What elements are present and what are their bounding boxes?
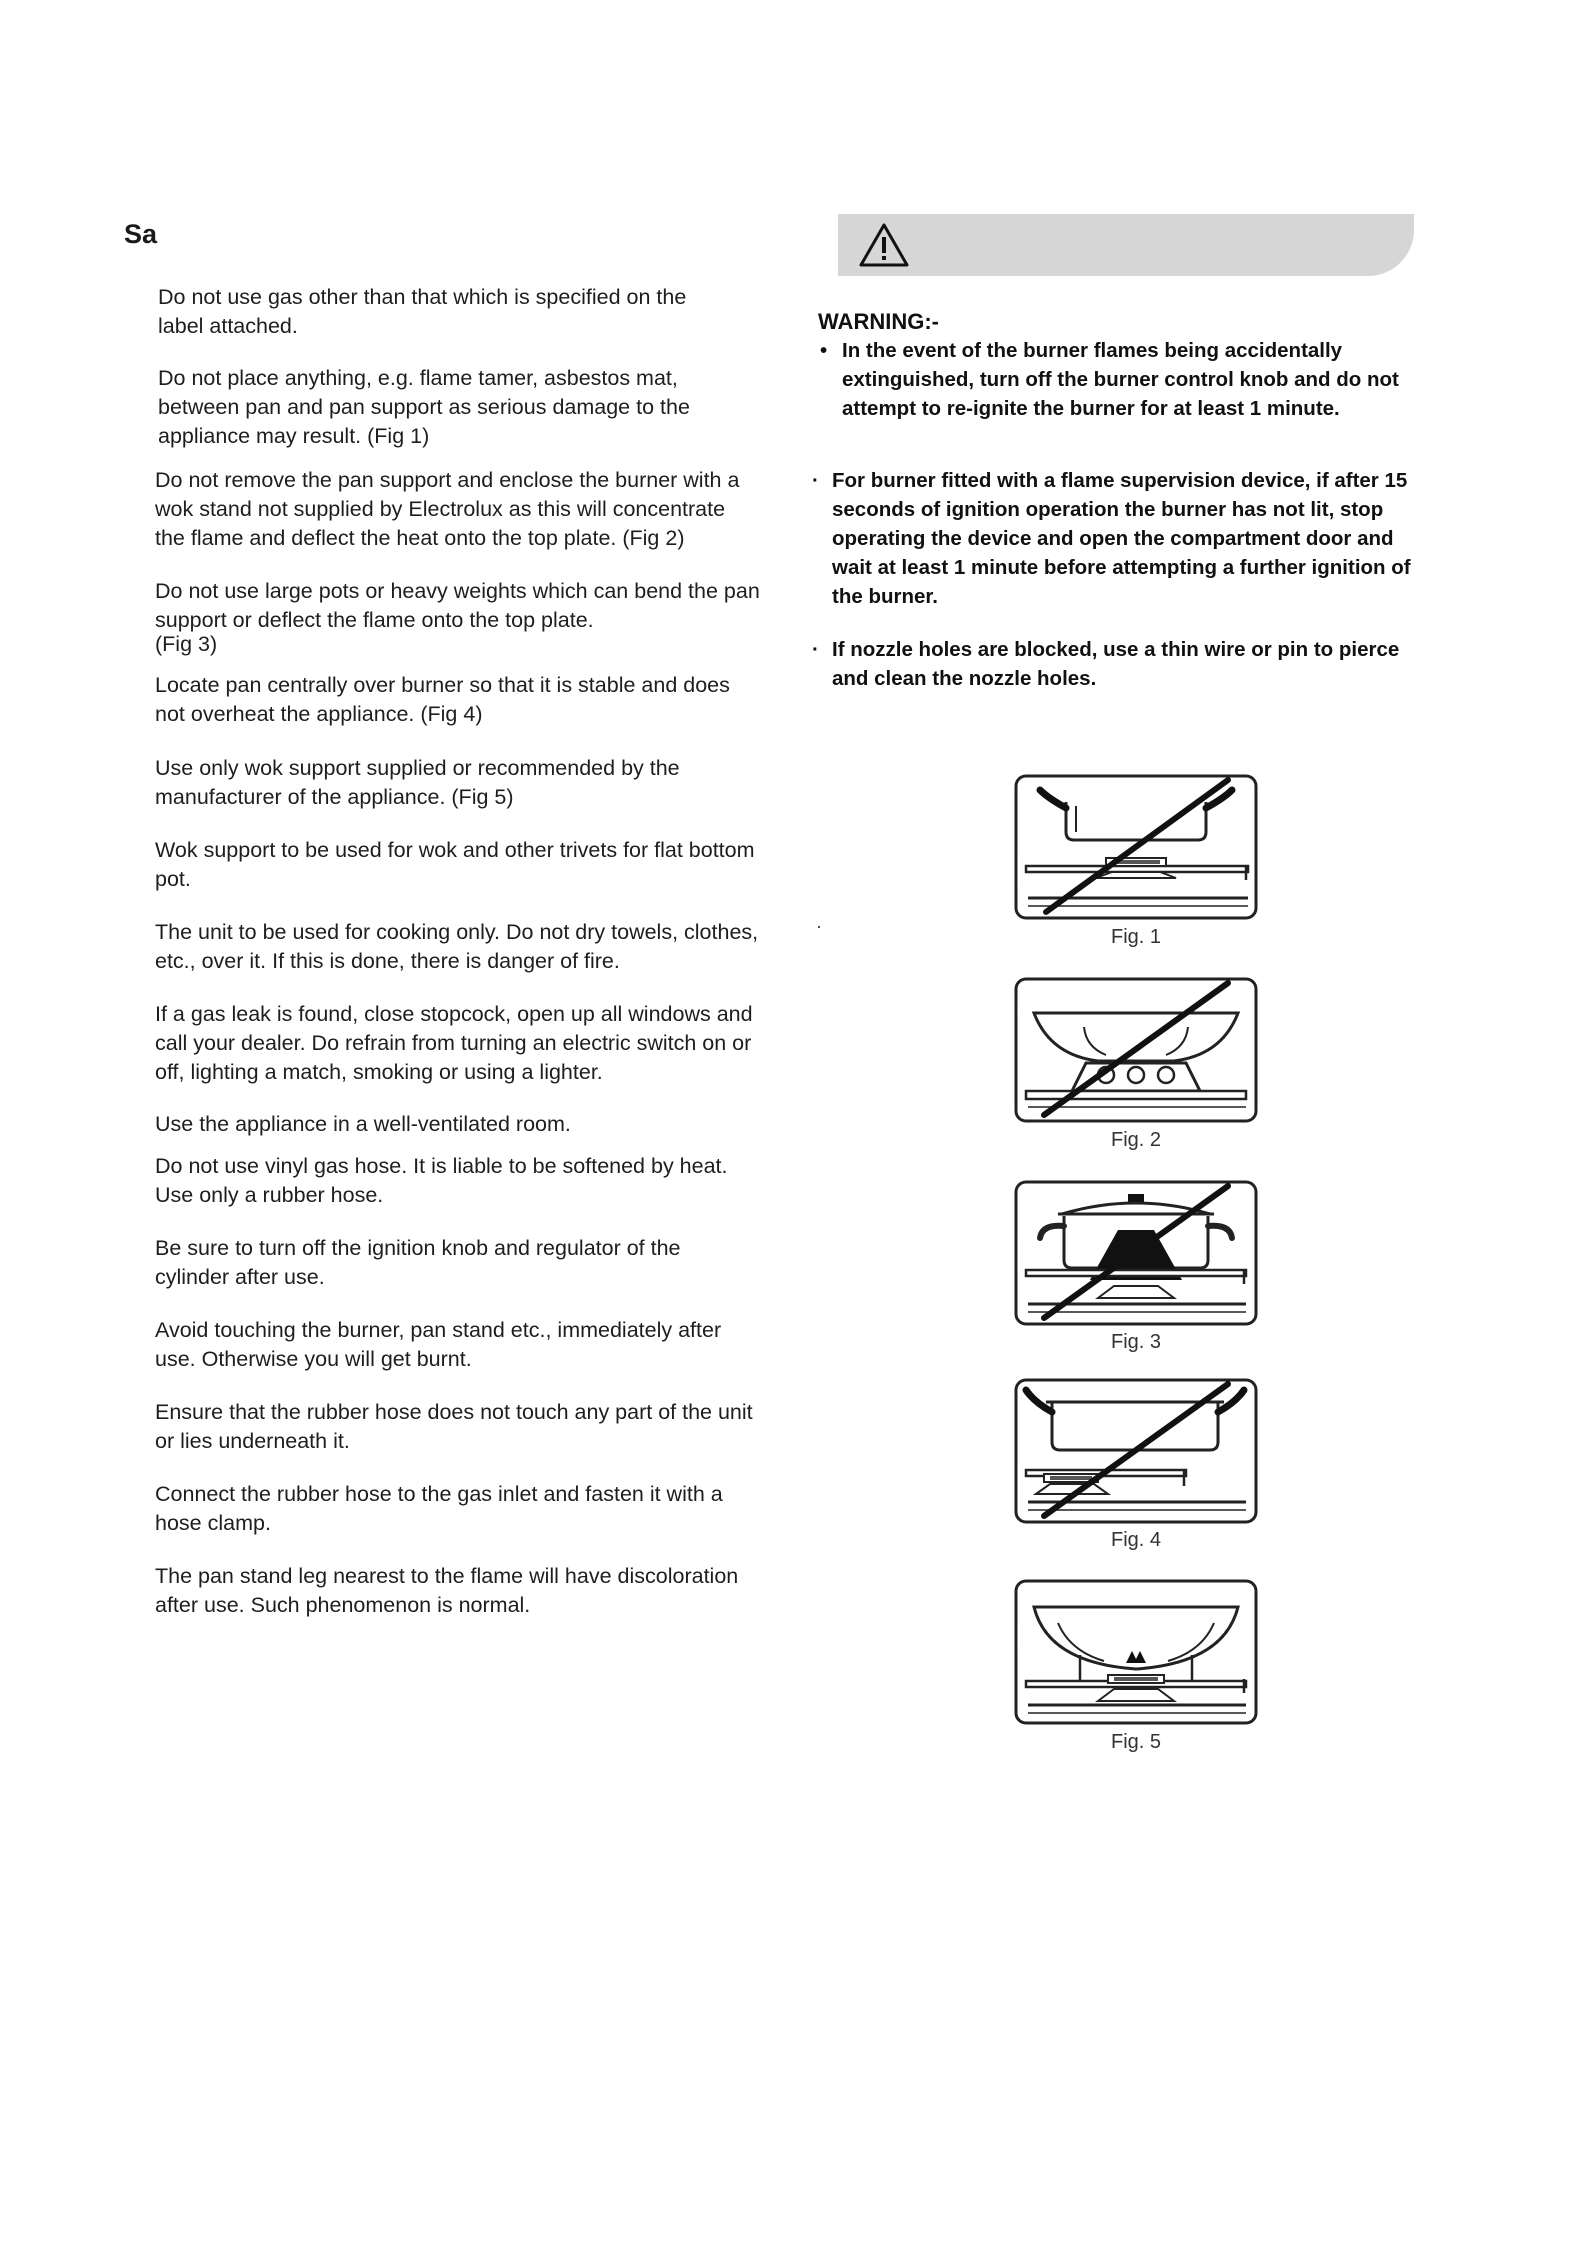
warning-title: WARNING:- <box>818 309 939 334</box>
instruction-paragraph: Be sure to turn off the ignition knob and regulator of the cylinder after use. <box>155 1236 681 1289</box>
figure-1 <box>1014 774 1258 920</box>
figure-1-label: Fig. 1 <box>1110 926 1162 948</box>
instruction-paragraph: Avoid touching the burner, pan stand etc., immediately after use. Otherwise you will get burnt. <box>155 1318 722 1371</box>
instruction-paragraph: The pan stand leg nearest to the flame will have discoloration after use. Such phenomenon is normal. <box>155 1564 739 1617</box>
instruction-paragraph: Use only wok support supplied or recommended by the manufacturer of the appliance. (Fig 5) <box>155 756 680 809</box>
section-heading: Sa <box>124 219 158 249</box>
figure-4 <box>1014 1378 1258 1524</box>
figure-3-label: Fig. 3 <box>1110 1331 1162 1353</box>
instruction-paragraph: Do not use large pots or heavy weights which can bend the pan support or deflect the flame onto the top plate. (Fig 3) <box>155 579 760 656</box>
stray-mark: · <box>816 916 822 936</box>
warning-bullet: · For burner fitted with a flame supervision device, if after 15 seconds of ignition operation the burner has not lit, stop operating the device and open the compartment door and wait at least 1 minute before attempting a further ignition of the burner. <box>812 466 1432 611</box>
instruction-paragraph: Wok support to be used for wok and other trivets for flat bottom pot. <box>155 838 755 891</box>
bullet-marker: · <box>812 469 819 492</box>
off-centre-pan-illustration <box>1014 1378 1258 1524</box>
instruction-paragraph: Do not remove the pan support and enclose the burner with a wok stand not supplied by Electrolux as this will concentrate the flame and deflect the heat onto the top plate. (Fig 2) <box>155 468 740 550</box>
bullet-marker: • <box>820 339 828 362</box>
instruction-paragraph: Do not use vinyl gas hose. It is liable to be softened by heat. Use only a rubber hose. <box>155 1154 728 1207</box>
instruction-paragraph: The unit to be used for cooking only. Do not dry towels, clothes, etc., over it. If this is done, there is danger of fire. <box>155 920 759 973</box>
figure-2-label: Fig. 2 <box>1110 1129 1162 1151</box>
figure-5 <box>1014 1579 1258 1725</box>
figure-3 <box>1014 1180 1258 1326</box>
safety-instructions-column <box>0 0 800 1700</box>
figure-4-label: Fig. 4 <box>1110 1529 1162 1551</box>
instruction-paragraph: If a gas leak is found, close stopcock, open up all windows and call your dealer. Do refrain from turning an electric switch on or off, lighting a match, smoking or using a lighter. <box>155 1002 753 1084</box>
instruction-paragraph: Do not use gas other than that which is specified on the label attached. <box>158 285 687 338</box>
warning-banner <box>838 214 1414 276</box>
warning-triangle-icon <box>858 222 910 268</box>
warning-bullet: · If nozzle holes are blocked, use a thin wire or pin to pierce and clean the nozzle holes. <box>812 635 1432 693</box>
instruction-paragraph: Ensure that the rubber hose does not touch any part of the unit or lies underneath it. <box>155 1400 753 1453</box>
wok-on-closed-stand-illustration <box>1014 977 1258 1123</box>
wok-on-support-illustration <box>1014 1579 1258 1725</box>
instruction-paragraph: Use the appliance in a well-ventilated room. <box>155 1112 571 1136</box>
figure-5-label: Fig. 5 <box>1110 1731 1162 1753</box>
figure-2 <box>1014 977 1258 1123</box>
heavy-pot-illustration <box>1014 1180 1258 1326</box>
instruction-paragraph: Connect the rubber hose to the gas inlet and fasten it with a hose clamp. <box>155 1482 723 1535</box>
flat-pan-with-mat-illustration <box>1014 774 1258 920</box>
bullet-marker: · <box>812 638 819 661</box>
instruction-paragraph: Do not place anything, e.g. flame tamer, asbestos mat, between pan and pan support as serious damage to the appliance may result. (Fig 1) <box>158 366 690 448</box>
instruction-paragraph: Locate pan centrally over burner so that it is stable and does not overheat the appliance. (Fig 4) <box>155 673 730 726</box>
warning-bullet: • In the event of the burner flames being accidentally extinguished, turn off the burner control knob and do not attempt to re-ignite the burner for at least 1 minute. <box>820 336 1440 423</box>
